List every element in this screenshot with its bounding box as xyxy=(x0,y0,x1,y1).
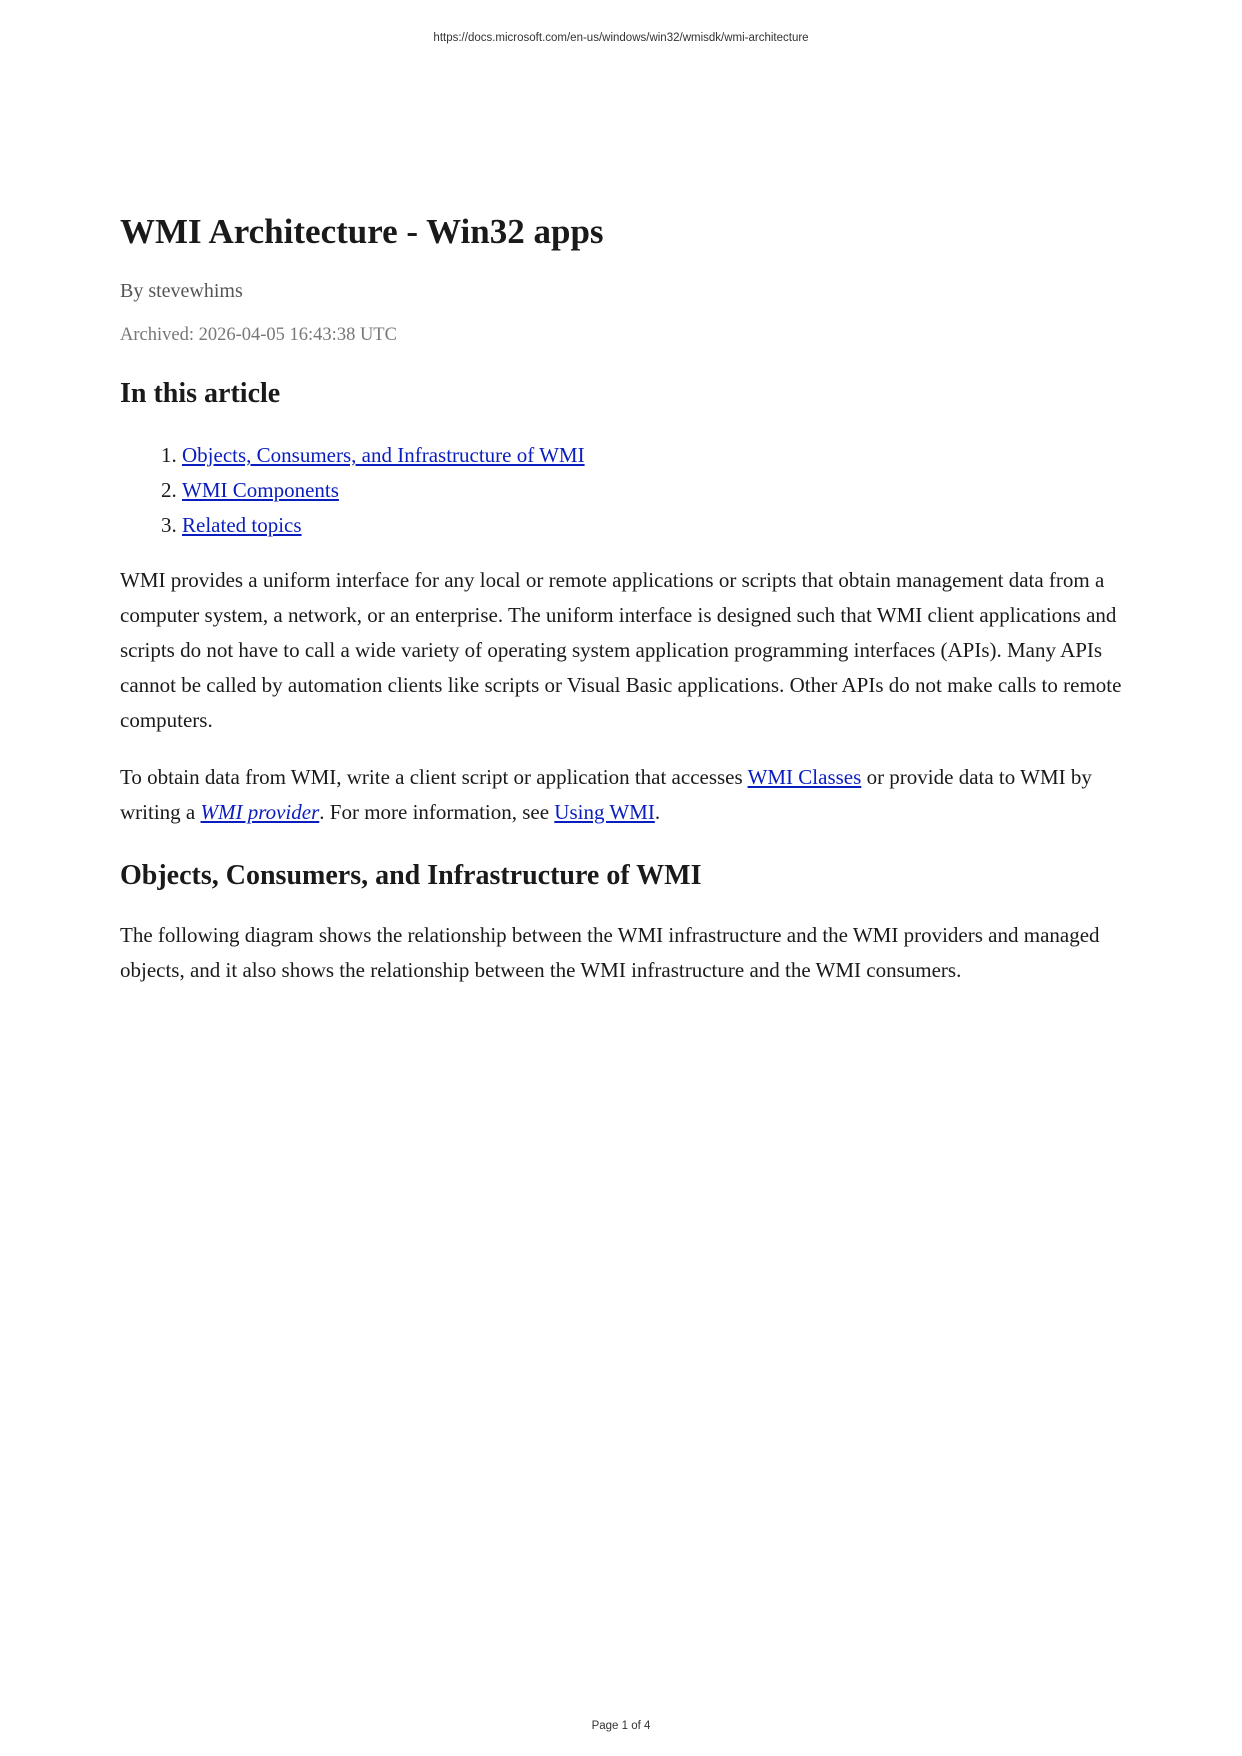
paragraph-text: or provide data to WMI by writing a xyxy=(120,765,1092,824)
archived-timestamp: Archived: 2026-04-05 16:43:38 UTC xyxy=(120,325,397,345)
toc-item xyxy=(182,508,1130,543)
paragraph-text: . For more information, see xyxy=(319,800,555,824)
wmi-classes-link[interactable]: WMI Classes xyxy=(747,765,862,789)
page-number-footer: Page 1 of 4 xyxy=(591,1720,651,1732)
article-content xyxy=(120,210,1130,988)
toc-item xyxy=(182,473,1130,508)
toc-link-wmi-components[interactable]: WMI Components xyxy=(182,478,339,502)
toc-link-objects-consumers[interactable]: Objects, Consumers, and Infrastructure of WMI xyxy=(182,443,585,467)
paragraph-text: . xyxy=(654,800,661,824)
paragraph-text: To obtain data from WMI, write a client script or application that accesses xyxy=(120,765,748,789)
toc-heading: In this article xyxy=(120,378,281,409)
intro-paragraph: WMI provides a uniform interface for any local or remote applications or scripts that obtain management data from a computer system, a network, or an enterprise. The uniform interface is designed such that WMI client applications and scripts do not have to call a wide variety of operating system application programming interfaces (APIs). Many APIs cannot be called by automation clients like scripts or Visual Basic applications. Other APIs do not make calls to remote computers. xyxy=(120,568,1122,732)
toc-item xyxy=(182,438,1130,473)
wmi-provider-link-text: WMI provider xyxy=(200,800,320,824)
page-url-header: https://docs.microsoft.com/en-us/windows/win32/wmisdk/wmi-architecture xyxy=(433,32,809,44)
table-of-contents xyxy=(120,438,1130,543)
toc-link-related-topics[interactable]: Related topics xyxy=(182,513,302,537)
wmi-provider-link[interactable] xyxy=(200,800,319,824)
section-heading-objects-consumers: Objects, Consumers, and Infrastructure of WMI xyxy=(120,860,702,891)
obtain-data-paragraph xyxy=(120,760,1130,830)
page-title: WMI Architecture - Win32 apps xyxy=(120,212,604,251)
author-byline: By stevewhims xyxy=(120,280,243,302)
using-wmi-link[interactable]: Using WMI xyxy=(554,800,655,824)
diagram-description-paragraph: The following diagram shows the relationship between the WMI infrastructure and the WMI providers and managed objects, and it also shows the relationship between the WMI infrastructure and the WMI consumers. xyxy=(120,923,1100,982)
